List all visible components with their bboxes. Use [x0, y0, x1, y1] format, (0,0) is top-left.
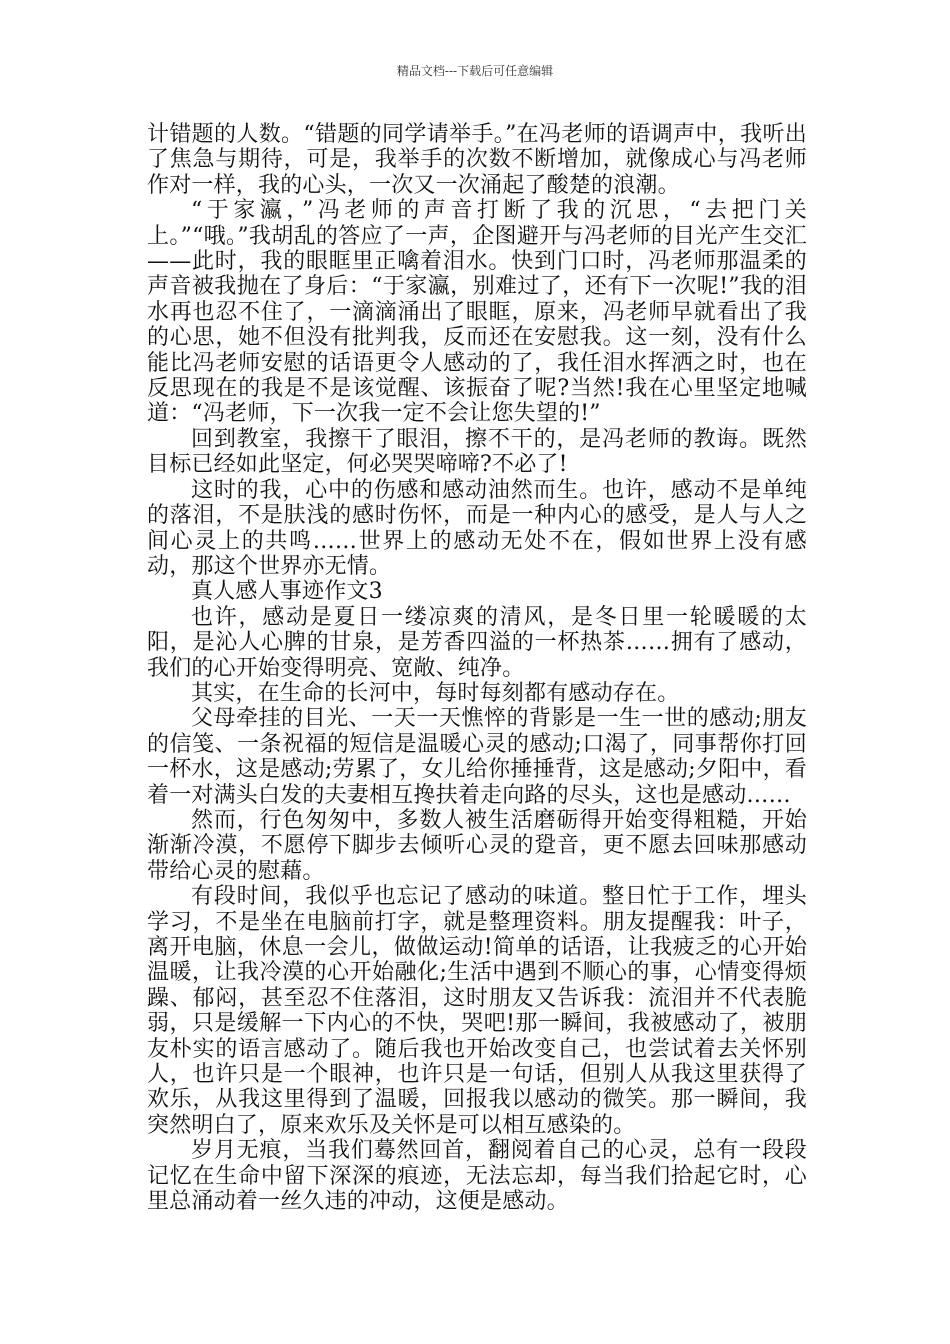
- paragraph-2: “于家瀛，”冯老师的声音打断了我的沉思，“去把门关上。”“哦。”我胡乱的答应了一声，企图避开与冯老师的目光产生交汇——此时，我的眼眶里正噙着泪水。快到门口时，冯老师那温柔的声音被我抛在了身后：“于家瀛，别难过了，还有下一次呢!”我的泪水再也忍不住了，一滴滴涌出了眼眶，原来，冯老师早就看出了我的心思，她不但没有批判我，反而还在安慰我。这一刻，没有什么能比冯老师安慰的话语更令人感动的了，我任泪水挥洒之时，也在反思现在的我是不是该觉醒、该振奋了呢?当然!我在心里坚定地喊道：“冯老师，下一次我一定不会让您失望的!”: [147, 198, 807, 427]
- paragraph-3: 回到教室，我擦干了眼泪，擦不干的，是冯老师的教诲。既然目标已经如此坚定，何必哭哭啼啼?不必了!: [147, 426, 807, 478]
- paragraph-5: 也许，感动是夏日一缕凉爽的清风，是冬日里一轮暖暖的太阳，是沁人心脾的甘泉，是芳香四溢的一杯热茶……拥有了感动，我们的心开始变得明亮、宽敞、纯净。: [147, 604, 807, 681]
- paragraph-6: 其实，在生命的长河中，每时每刻都有感动存在。: [191, 680, 680, 706]
- paragraph-9: 有段时间，我似乎也忘记了感动的味道。整日忙于工作，埋头学习，不是坐在电脑前打字，就是整理资料。朋友提醒我：叶子，离开电脑，休息一会儿，做做运动!简单的话语，让我疲乏的心开始温暖，让我冷漠的心开始融化;生活中遇到不顺心的事，心情变得烦躁、郁闷，甚至忍不住落泪，这时朋友又告诉我：流泪并不代表脆弱，只是缓解一下内心的不快，哭吧!那一瞬间，我被感动了，被朋友朴实的语言感动了。随后我也开始改变自己，也尝试着去关怀别人，也许只是一个眼神，也许只是一句话，但别人从我这里获得了欢乐，从我这里得到了温暖，回报我以感动的微笑。那一瞬间，我突然明白了，原来欢乐及关怀是可以相互感染的。: [147, 884, 807, 1138]
- paragraph-4: 这时的我，心中的伤感和感动油然而生。也许，感动不是单纯的落泪，不是肤浅的感时伤怀，而是一种内心的感受，是人与人之间心灵上的共鸣……世界上的感动无处不在，假如世界上没有感动，那这个世界亦无情。: [147, 477, 807, 579]
- paragraph-10: 岁月无痕，当我们蓦然回首，翻阅着自己的心灵，总有一段段记忆在生命中留下深深的痕迹，无法忘却，每当我们拾起它时，心里总涌动着一丝久违的冲动，这便是感动。: [147, 1138, 807, 1215]
- page-header: 精品文档---下载后可任意编辑: [396, 64, 554, 78]
- paragraph-7: 父母牵挂的目光、一天一天憔悴的背影是一生一世的感动;朋友的信笺、一条祝福的短信是温暖心灵的感动;口渴了，同事帮你打回一杯水，这是感动;劳累了，女儿给你捶捶背，这是感动;夕阳中，看着一对满头白发的夫妻相互搀扶着走向路的尽头，这也是感动……: [147, 706, 807, 808]
- document-body: [147, 122, 807, 1214]
- paragraph-1: 计错题的人数。“错题的同学请举手。”在冯老师的语调声中，我听出了焦急与期待，可是，我举手的次数不断增加，就像成心与冯老师作对一样，我的心头，一次又一次涌起了酸楚的浪潮。: [147, 122, 807, 198]
- paragraph-8: 然而，行色匆匆中，多数人被生活磨砺得开始变得粗糙，开始渐渐冷漠，不愿停下脚步去倾听心灵的跫音，更不愿去回味那感动带给心灵的慰藉。: [147, 807, 807, 884]
- section-title: 真人感人事迹作文3: [191, 579, 383, 605]
